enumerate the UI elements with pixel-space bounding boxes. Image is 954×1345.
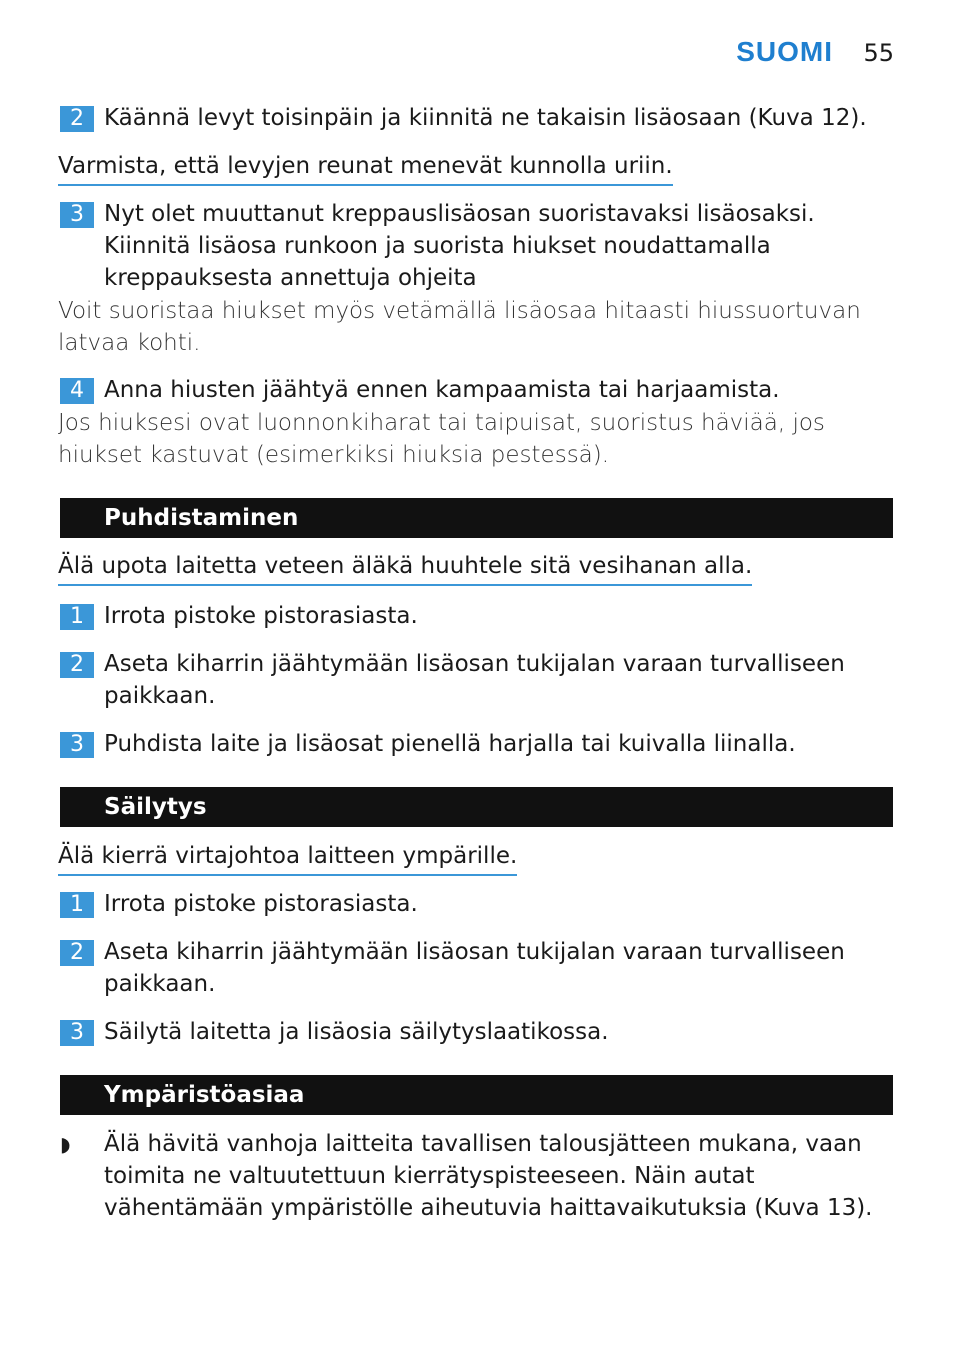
warning-text: Älä upota laitetta veteen äläkä huuhtele sitä vesihanan alla. bbox=[58, 550, 752, 586]
step-text: Anna hiusten jäähtyä ennen kampaamista tai harjaamista. bbox=[104, 377, 780, 403]
step-number-badge: 4 bbox=[60, 378, 94, 404]
section-title: Ympäristöasiaa bbox=[104, 1082, 305, 1108]
step-number-badge: 3 bbox=[60, 732, 94, 758]
step-number-badge: 2 bbox=[60, 652, 94, 678]
note-text: Jos hiuksesi ovat luonnonkiharat tai taipuisat, suoristus häviää, jos hiukset kastuvat (esimerkiksi hiuksia pestessä). bbox=[58, 410, 825, 468]
note-text: Voit suoristaa hiukset myös vetämällä lisäosaa hitaasti hiussuortuvan latvaa kohti. bbox=[58, 298, 861, 356]
step-text: Nyt olet muuttanut kreppauslisäosan suoristavaksi lisäosaksi. Kiinnitä lisäosa runkoon ja suorista hiukset noudattamalla kreppauksesta annettuja ohjeita bbox=[104, 201, 815, 291]
step-item bbox=[60, 600, 900, 632]
step-text: Aseta kiharrin jäähtymään lisäosan tukijalan varaan turvalliseen paikkaan. bbox=[104, 939, 845, 997]
section-title: Säilytys bbox=[104, 794, 207, 820]
step-item bbox=[60, 648, 900, 712]
section-header-cleaning bbox=[60, 498, 893, 538]
step-text: Puhdista laite ja lisäosat pienellä harjalla tai kuivalla liinalla. bbox=[104, 731, 796, 757]
step-number-badge: 3 bbox=[60, 202, 94, 228]
bullet-text: Älä hävitä vanhoja laitteita tavallisen talousjätteen mukana, vaan toimita ne valtuutettuun kierrätyspisteeseen. Näin autat vähentämään ympäristölle aiheutuvia haittavaikutuksia (Kuva 13). bbox=[104, 1131, 873, 1221]
warning-text: Varmista, että levyjen reunat menevät kunnolla uriin. bbox=[58, 150, 673, 186]
step-text: Käännä levyt toisinpäin ja kiinnitä ne takaisin lisäosaan (Kuva 12). bbox=[104, 105, 867, 131]
step-text: Irrota pistoke pistorasiasta. bbox=[104, 603, 418, 629]
step-number-badge: 1 bbox=[60, 604, 94, 630]
step-item bbox=[60, 374, 900, 406]
section-title: Puhdistaminen bbox=[104, 505, 299, 531]
step-item bbox=[60, 888, 900, 920]
step-item bbox=[60, 1016, 900, 1048]
bullet-item bbox=[60, 1128, 900, 1224]
step-number-badge: 3 bbox=[60, 1020, 94, 1046]
step-item bbox=[60, 102, 900, 134]
step-text: Säilytä laitetta ja lisäosia säilytyslaatikossa. bbox=[104, 1019, 609, 1045]
step-item bbox=[60, 936, 900, 1000]
step-text: Irrota pistoke pistorasiasta. bbox=[104, 891, 418, 917]
section-header-environment bbox=[60, 1075, 893, 1115]
step-text: Aseta kiharrin jäähtymään lisäosan tukijalan varaan turvalliseen paikkaan. bbox=[104, 651, 845, 709]
step-number-badge: 2 bbox=[60, 940, 94, 966]
section-header-storage bbox=[60, 787, 893, 827]
step-item bbox=[60, 198, 900, 294]
step-item bbox=[60, 728, 900, 760]
header-language: SUOMI bbox=[736, 36, 833, 67]
page-number: 55 bbox=[863, 39, 894, 67]
warning-text: Älä kierrä virtajohtoa laitteen ympärille. bbox=[58, 840, 517, 876]
step-number-badge: 1 bbox=[60, 892, 94, 918]
step-number-badge: 2 bbox=[60, 106, 94, 132]
bullet-arrow-icon: ◗ bbox=[60, 1132, 71, 1156]
